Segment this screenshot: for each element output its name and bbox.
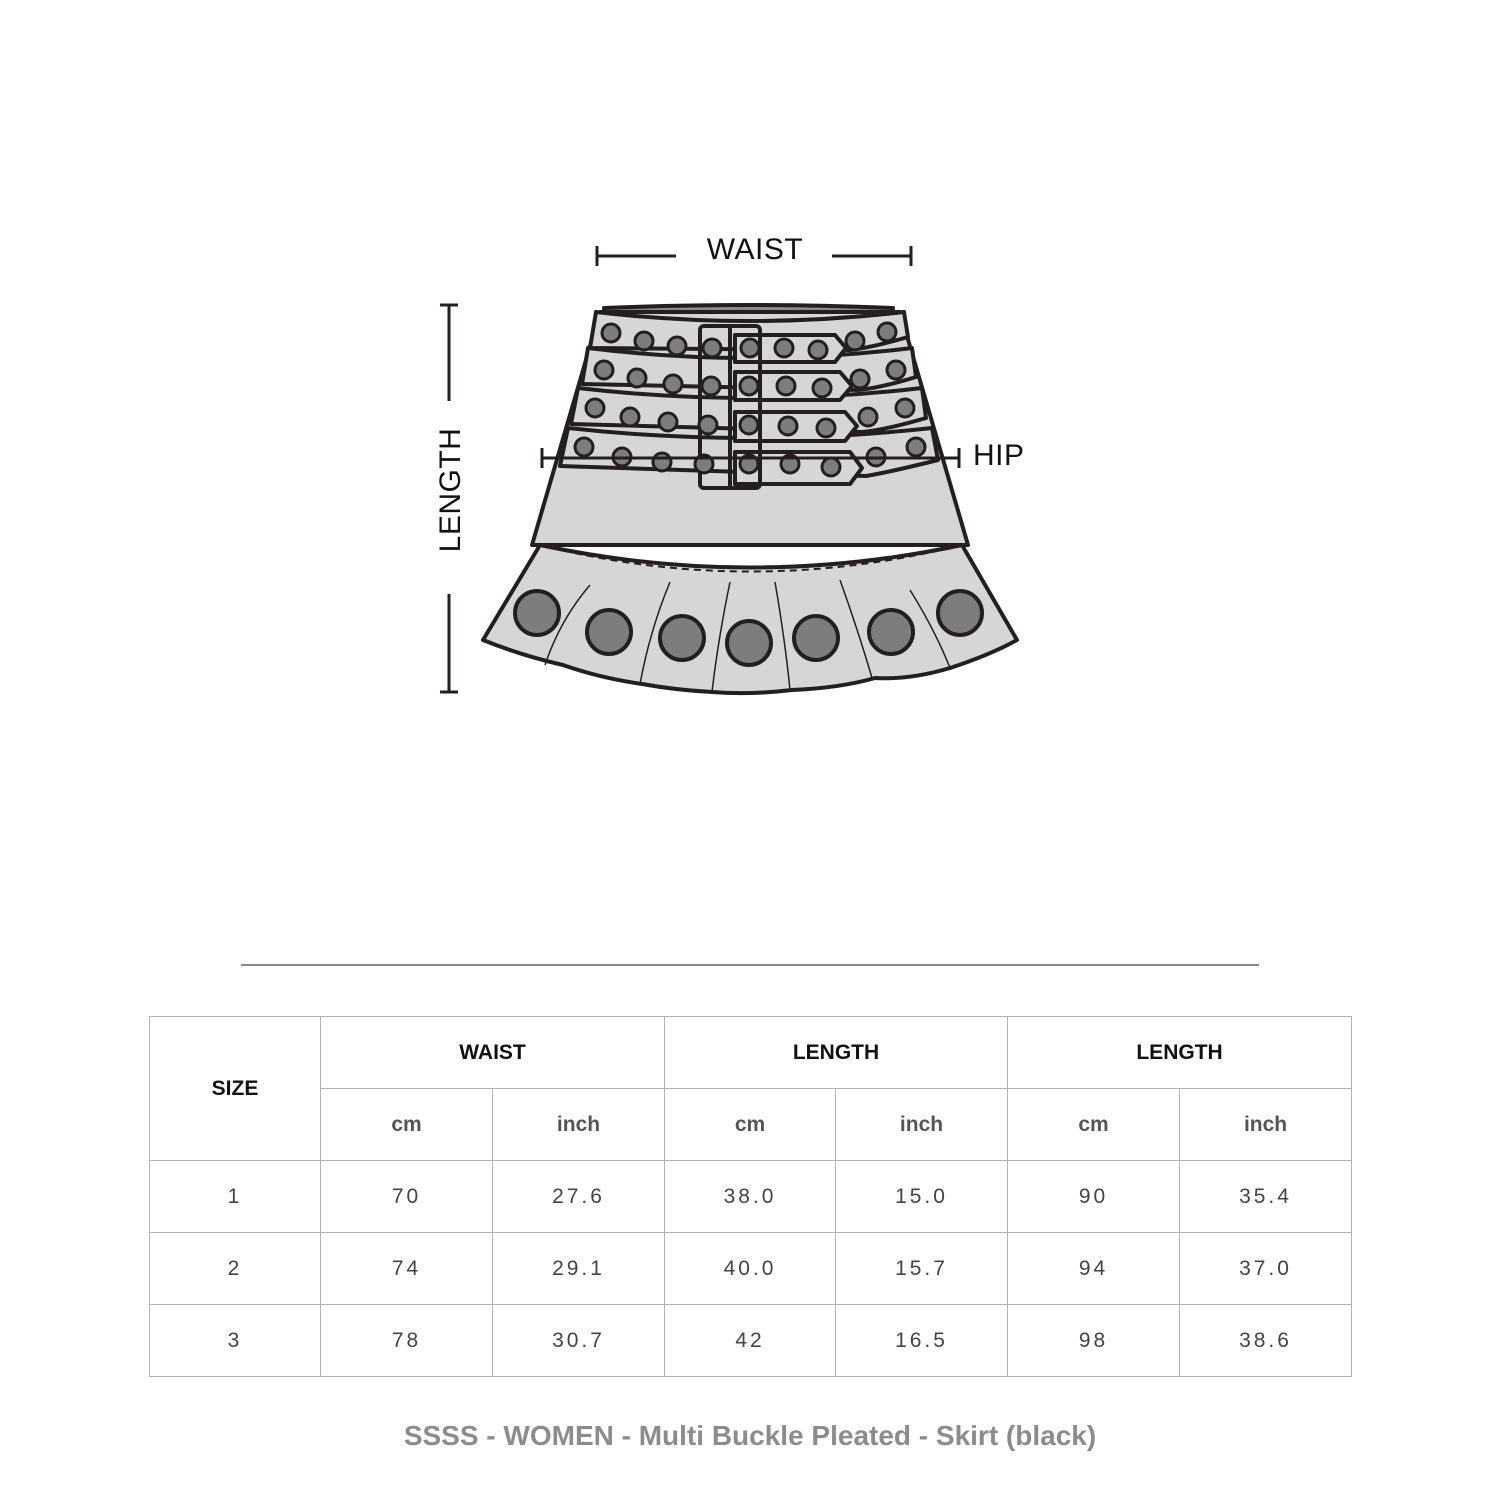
table-row xyxy=(150,1305,1352,1377)
table-cell: 42 xyxy=(665,1305,836,1377)
table-cell: 78 xyxy=(321,1305,493,1377)
unit-header: inch xyxy=(493,1089,665,1161)
unit-header: cm xyxy=(321,1089,493,1161)
unit-header: cm xyxy=(1008,1089,1180,1161)
section-divider xyxy=(241,964,1259,966)
size-cell: 1 xyxy=(150,1161,321,1233)
table-row xyxy=(150,1233,1352,1305)
hip-label: HIP xyxy=(973,439,1025,472)
table-row xyxy=(150,1161,1352,1233)
length-group-header-2: LENGTH xyxy=(1008,1017,1352,1089)
table-cell: 40.0 xyxy=(665,1233,836,1305)
table-cell: 38.0 xyxy=(665,1161,836,1233)
table-cell: 74 xyxy=(321,1233,493,1305)
table-cell: 90 xyxy=(1008,1161,1180,1233)
table-cell: 35.4 xyxy=(1180,1161,1352,1233)
table-cell: 27.6 xyxy=(493,1161,665,1233)
table-cell: 70 xyxy=(321,1161,493,1233)
unit-header: cm xyxy=(665,1089,836,1161)
table-cell: 98 xyxy=(1008,1305,1180,1377)
table-cell: 38.6 xyxy=(1180,1305,1352,1377)
table-cell: 16.5 xyxy=(836,1305,1008,1377)
length-group-header: LENGTH xyxy=(665,1017,1008,1089)
unit-header: inch xyxy=(1180,1089,1352,1161)
table-cell: 94 xyxy=(1008,1233,1180,1305)
table-cell: 15.7 xyxy=(836,1233,1008,1305)
size-cell: 3 xyxy=(150,1305,321,1377)
table-cell: 37.0 xyxy=(1180,1233,1352,1305)
product-caption: SSSS - WOMEN - Multi Buckle Pleated - Skirt (black) xyxy=(403,1420,1097,1451)
table-cell: 30.7 xyxy=(493,1305,665,1377)
unit-header: inch xyxy=(836,1089,1008,1161)
table-cell: 15.0 xyxy=(836,1161,1008,1233)
size-cell: 2 xyxy=(150,1233,321,1305)
length-label: LENGTH xyxy=(434,427,467,553)
unit-header-row xyxy=(150,1089,1352,1161)
table-cell: 29.1 xyxy=(493,1233,665,1305)
waist-group-header: WAIST xyxy=(321,1017,665,1089)
size-chart-table xyxy=(149,1016,1352,1377)
waist-label: WAIST xyxy=(706,233,804,266)
size-header: SIZE xyxy=(150,1017,321,1161)
group-header-row xyxy=(150,1017,1352,1089)
